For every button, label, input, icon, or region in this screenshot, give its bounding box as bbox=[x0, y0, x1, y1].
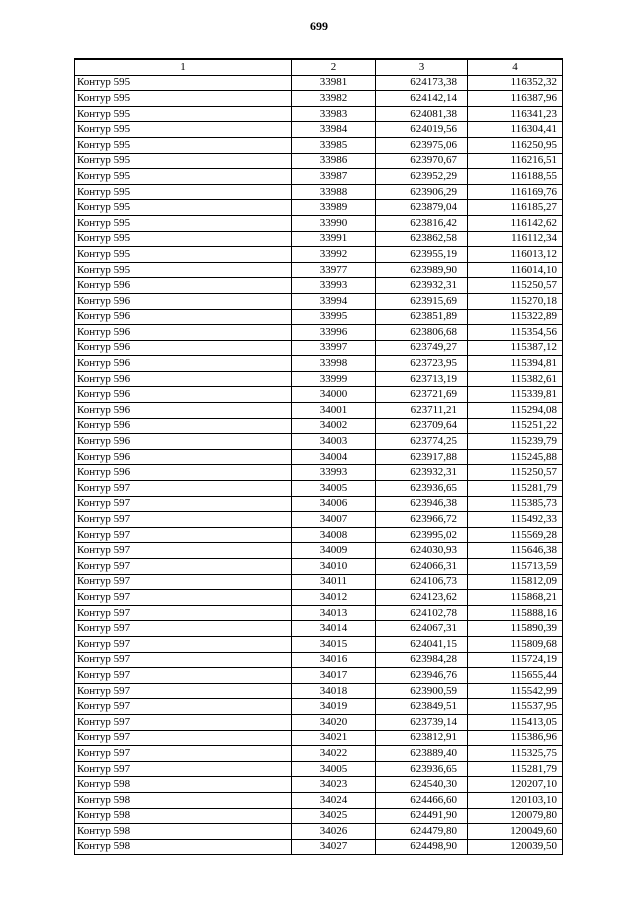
table-row bbox=[75, 231, 563, 247]
table-row bbox=[75, 465, 563, 481]
point-number-cell: 34020 bbox=[292, 714, 376, 730]
x-coordinate-cell: 623889,40 bbox=[376, 746, 468, 762]
table-row bbox=[75, 153, 563, 169]
table-row bbox=[75, 293, 563, 309]
y-coordinate-cell: 120103,10 bbox=[468, 792, 563, 808]
x-coordinate-cell: 623946,38 bbox=[376, 496, 468, 512]
point-number-cell: 33986 bbox=[292, 153, 376, 169]
contour-name-cell: Контур 596 bbox=[75, 293, 292, 309]
contour-name-cell: Контур 595 bbox=[75, 200, 292, 216]
y-coordinate-cell: 115325,75 bbox=[468, 746, 563, 762]
x-coordinate-cell: 623932,31 bbox=[376, 465, 468, 481]
table-row bbox=[75, 278, 563, 294]
contour-name-cell: Контур 597 bbox=[75, 527, 292, 543]
table-row bbox=[75, 590, 563, 606]
y-coordinate-cell: 115270,18 bbox=[468, 293, 563, 309]
y-coordinate-cell: 116013,12 bbox=[468, 247, 563, 263]
contour-name-cell: Контур 596 bbox=[75, 434, 292, 450]
contour-name-cell: Контур 598 bbox=[75, 808, 292, 824]
x-coordinate-cell: 624019,56 bbox=[376, 122, 468, 138]
table-row bbox=[75, 215, 563, 231]
y-coordinate-cell: 116188,55 bbox=[468, 169, 563, 185]
contour-name-cell: Контур 595 bbox=[75, 122, 292, 138]
contour-name-cell: Контур 596 bbox=[75, 278, 292, 294]
table-row bbox=[75, 325, 563, 341]
y-coordinate-cell: 115239,79 bbox=[468, 434, 563, 450]
table-row bbox=[75, 699, 563, 715]
y-coordinate-cell: 115251,22 bbox=[468, 418, 563, 434]
point-number-cell: 34001 bbox=[292, 403, 376, 419]
contour-name-cell: Контур 595 bbox=[75, 262, 292, 278]
x-coordinate-cell: 623995,02 bbox=[376, 527, 468, 543]
y-coordinate-cell: 120039,50 bbox=[468, 839, 563, 855]
table-row bbox=[75, 418, 563, 434]
x-coordinate-cell: 623970,67 bbox=[376, 153, 468, 169]
contour-name-cell: Контур 597 bbox=[75, 621, 292, 637]
contour-name-cell: Контур 597 bbox=[75, 636, 292, 652]
contour-name-cell: Контур 597 bbox=[75, 746, 292, 762]
table-row bbox=[75, 714, 563, 730]
point-number-cell: 33998 bbox=[292, 356, 376, 372]
y-coordinate-cell: 115655,44 bbox=[468, 668, 563, 684]
point-number-cell: 34017 bbox=[292, 668, 376, 684]
point-number-cell: 34006 bbox=[292, 496, 376, 512]
contour-name-cell: Контур 596 bbox=[75, 340, 292, 356]
point-number-cell: 34008 bbox=[292, 527, 376, 543]
table-row bbox=[75, 527, 563, 543]
y-coordinate-cell: 116142,62 bbox=[468, 215, 563, 231]
x-coordinate-cell: 624041,15 bbox=[376, 636, 468, 652]
point-number-cell: 34013 bbox=[292, 605, 376, 621]
y-coordinate-cell: 115250,57 bbox=[468, 465, 563, 481]
contour-name-cell: Контур 597 bbox=[75, 699, 292, 715]
table-row bbox=[75, 449, 563, 465]
point-number-cell: 33999 bbox=[292, 371, 376, 387]
x-coordinate-cell: 623966,72 bbox=[376, 512, 468, 528]
point-number-cell: 34022 bbox=[292, 746, 376, 762]
table-row bbox=[75, 481, 563, 497]
y-coordinate-cell: 115245,88 bbox=[468, 449, 563, 465]
x-coordinate-cell: 624066,31 bbox=[376, 559, 468, 575]
contour-name-cell: Контур 597 bbox=[75, 761, 292, 777]
x-coordinate-cell: 624030,93 bbox=[376, 543, 468, 559]
y-coordinate-cell: 115888,16 bbox=[468, 605, 563, 621]
contour-name-cell: Контур 597 bbox=[75, 574, 292, 590]
table-body bbox=[75, 75, 563, 855]
y-coordinate-cell: 115890,39 bbox=[468, 621, 563, 637]
point-number-cell: 33984 bbox=[292, 122, 376, 138]
point-number-cell: 34023 bbox=[292, 777, 376, 793]
point-number-cell: 34011 bbox=[292, 574, 376, 590]
table-row bbox=[75, 512, 563, 528]
column-header: 4 bbox=[468, 59, 563, 75]
contour-name-cell: Контур 598 bbox=[75, 777, 292, 793]
point-number-cell: 34024 bbox=[292, 792, 376, 808]
contour-name-cell: Контур 597 bbox=[75, 683, 292, 699]
point-number-cell: 34015 bbox=[292, 636, 376, 652]
table-header-row bbox=[75, 59, 563, 75]
table-row bbox=[75, 403, 563, 419]
point-number-cell: 34010 bbox=[292, 559, 376, 575]
y-coordinate-cell: 116387,96 bbox=[468, 91, 563, 107]
y-coordinate-cell: 115386,96 bbox=[468, 730, 563, 746]
point-number-cell: 33981 bbox=[292, 75, 376, 91]
contour-name-cell: Контур 595 bbox=[75, 169, 292, 185]
point-number-cell: 34009 bbox=[292, 543, 376, 559]
x-coordinate-cell: 623739,14 bbox=[376, 714, 468, 730]
table-row bbox=[75, 434, 563, 450]
point-number-cell: 33982 bbox=[292, 91, 376, 107]
y-coordinate-cell: 115713,59 bbox=[468, 559, 563, 575]
point-number-cell: 34003 bbox=[292, 434, 376, 450]
table-row bbox=[75, 91, 563, 107]
y-coordinate-cell: 115281,79 bbox=[468, 481, 563, 497]
point-number-cell: 33987 bbox=[292, 169, 376, 185]
y-coordinate-cell: 115385,73 bbox=[468, 496, 563, 512]
x-coordinate-cell: 623749,27 bbox=[376, 340, 468, 356]
table-row bbox=[75, 652, 563, 668]
table-row bbox=[75, 543, 563, 559]
contour-name-cell: Контур 596 bbox=[75, 356, 292, 372]
table-row bbox=[75, 122, 563, 138]
x-coordinate-cell: 624106,73 bbox=[376, 574, 468, 590]
column-header: 3 bbox=[376, 59, 468, 75]
table-row bbox=[75, 387, 563, 403]
table-row bbox=[75, 839, 563, 855]
contour-name-cell: Контур 596 bbox=[75, 309, 292, 325]
point-number-cell: 33993 bbox=[292, 278, 376, 294]
y-coordinate-cell: 120079,80 bbox=[468, 808, 563, 824]
point-number-cell: 33996 bbox=[292, 325, 376, 341]
x-coordinate-cell: 623989,90 bbox=[376, 262, 468, 278]
x-coordinate-cell: 623713,19 bbox=[376, 371, 468, 387]
y-coordinate-cell: 116304,41 bbox=[468, 122, 563, 138]
x-coordinate-cell: 624067,31 bbox=[376, 621, 468, 637]
x-coordinate-cell: 623900,59 bbox=[376, 683, 468, 699]
contour-name-cell: Контур 595 bbox=[75, 247, 292, 263]
x-coordinate-cell: 623806,68 bbox=[376, 325, 468, 341]
column-header: 1 bbox=[75, 59, 292, 75]
contour-name-cell: Контур 595 bbox=[75, 215, 292, 231]
x-coordinate-cell: 623879,04 bbox=[376, 200, 468, 216]
y-coordinate-cell: 115339,81 bbox=[468, 387, 563, 403]
contour-name-cell: Контур 595 bbox=[75, 184, 292, 200]
point-number-cell: 33993 bbox=[292, 465, 376, 481]
point-number-cell: 34019 bbox=[292, 699, 376, 715]
contour-name-cell: Контур 595 bbox=[75, 153, 292, 169]
point-number-cell: 33990 bbox=[292, 215, 376, 231]
x-coordinate-cell: 623917,88 bbox=[376, 449, 468, 465]
contour-name-cell: Контур 595 bbox=[75, 106, 292, 122]
contour-name-cell: Контур 596 bbox=[75, 387, 292, 403]
contour-name-cell: Контур 597 bbox=[75, 605, 292, 621]
table-row bbox=[75, 761, 563, 777]
contour-name-cell: Контур 597 bbox=[75, 559, 292, 575]
table-row bbox=[75, 636, 563, 652]
y-coordinate-cell: 115250,57 bbox=[468, 278, 563, 294]
contour-name-cell: Контур 596 bbox=[75, 465, 292, 481]
y-coordinate-cell: 115387,12 bbox=[468, 340, 563, 356]
x-coordinate-cell: 623952,29 bbox=[376, 169, 468, 185]
x-coordinate-cell: 623851,89 bbox=[376, 309, 468, 325]
point-number-cell: 33992 bbox=[292, 247, 376, 263]
x-coordinate-cell: 624491,90 bbox=[376, 808, 468, 824]
x-coordinate-cell: 624498,90 bbox=[376, 839, 468, 855]
table-row bbox=[75, 247, 563, 263]
y-coordinate-cell: 116014,10 bbox=[468, 262, 563, 278]
x-coordinate-cell: 623946,76 bbox=[376, 668, 468, 684]
contour-name-cell: Контур 597 bbox=[75, 512, 292, 528]
point-number-cell: 34021 bbox=[292, 730, 376, 746]
table-row bbox=[75, 621, 563, 637]
contour-name-cell: Контур 597 bbox=[75, 590, 292, 606]
x-coordinate-cell: 623862,58 bbox=[376, 231, 468, 247]
x-coordinate-cell: 623721,69 bbox=[376, 387, 468, 403]
point-number-cell: 33989 bbox=[292, 200, 376, 216]
contour-name-cell: Контур 596 bbox=[75, 449, 292, 465]
x-coordinate-cell: 623984,28 bbox=[376, 652, 468, 668]
point-number-cell: 34025 bbox=[292, 808, 376, 824]
contour-name-cell: Контур 597 bbox=[75, 481, 292, 497]
column-header: 2 bbox=[292, 59, 376, 75]
y-coordinate-cell: 115394,81 bbox=[468, 356, 563, 372]
x-coordinate-cell: 623975,06 bbox=[376, 137, 468, 153]
point-number-cell: 34004 bbox=[292, 449, 376, 465]
point-number-cell: 33988 bbox=[292, 184, 376, 200]
contour-name-cell: Контур 596 bbox=[75, 371, 292, 387]
contour-name-cell: Контур 598 bbox=[75, 792, 292, 808]
y-coordinate-cell: 115354,56 bbox=[468, 325, 563, 341]
table-row bbox=[75, 777, 563, 793]
point-number-cell: 34018 bbox=[292, 683, 376, 699]
table-row bbox=[75, 356, 563, 372]
contour-name-cell: Контур 597 bbox=[75, 714, 292, 730]
y-coordinate-cell: 115537,95 bbox=[468, 699, 563, 715]
y-coordinate-cell: 115868,21 bbox=[468, 590, 563, 606]
x-coordinate-cell: 623723,95 bbox=[376, 356, 468, 372]
table-row bbox=[75, 309, 563, 325]
contour-name-cell: Контур 598 bbox=[75, 839, 292, 855]
y-coordinate-cell: 116169,76 bbox=[468, 184, 563, 200]
point-number-cell: 33983 bbox=[292, 106, 376, 122]
x-coordinate-cell: 624466,60 bbox=[376, 792, 468, 808]
point-number-cell: 33997 bbox=[292, 340, 376, 356]
y-coordinate-cell: 120207,10 bbox=[468, 777, 563, 793]
table-row bbox=[75, 668, 563, 684]
y-coordinate-cell: 115492,33 bbox=[468, 512, 563, 528]
y-coordinate-cell: 116341,23 bbox=[468, 106, 563, 122]
x-coordinate-cell: 624540,30 bbox=[376, 777, 468, 793]
point-number-cell: 34014 bbox=[292, 621, 376, 637]
x-coordinate-cell: 623812,91 bbox=[376, 730, 468, 746]
table-row bbox=[75, 496, 563, 512]
contour-name-cell: Контур 595 bbox=[75, 75, 292, 91]
point-number-cell: 34007 bbox=[292, 512, 376, 528]
contour-name-cell: Контур 597 bbox=[75, 668, 292, 684]
point-number-cell: 34005 bbox=[292, 761, 376, 777]
table-row bbox=[75, 262, 563, 278]
table-row bbox=[75, 683, 563, 699]
x-coordinate-cell: 623709,64 bbox=[376, 418, 468, 434]
table-row bbox=[75, 605, 563, 621]
x-coordinate-cell: 624173,38 bbox=[376, 75, 468, 91]
table-row bbox=[75, 106, 563, 122]
contour-name-cell: Контур 597 bbox=[75, 496, 292, 512]
contour-name-cell: Контур 598 bbox=[75, 824, 292, 840]
table-row bbox=[75, 746, 563, 762]
y-coordinate-cell: 115294,08 bbox=[468, 403, 563, 419]
contour-name-cell: Контур 597 bbox=[75, 730, 292, 746]
contour-name-cell: Контур 597 bbox=[75, 543, 292, 559]
y-coordinate-cell: 115812,09 bbox=[468, 574, 563, 590]
point-number-cell: 34012 bbox=[292, 590, 376, 606]
x-coordinate-cell: 624081,38 bbox=[376, 106, 468, 122]
y-coordinate-cell: 116112,34 bbox=[468, 231, 563, 247]
y-coordinate-cell: 115646,38 bbox=[468, 543, 563, 559]
y-coordinate-cell: 115281,79 bbox=[468, 761, 563, 777]
table-row bbox=[75, 559, 563, 575]
y-coordinate-cell: 115809,68 bbox=[468, 636, 563, 652]
x-coordinate-cell: 623774,25 bbox=[376, 434, 468, 450]
contour-name-cell: Контур 595 bbox=[75, 231, 292, 247]
y-coordinate-cell: 116216,51 bbox=[468, 153, 563, 169]
y-coordinate-cell: 115569,28 bbox=[468, 527, 563, 543]
contour-name-cell: Контур 595 bbox=[75, 91, 292, 107]
contour-name-cell: Контур 595 bbox=[75, 137, 292, 153]
y-coordinate-cell: 115382,61 bbox=[468, 371, 563, 387]
point-number-cell: 34005 bbox=[292, 481, 376, 497]
x-coordinate-cell: 623816,42 bbox=[376, 215, 468, 231]
table-row bbox=[75, 184, 563, 200]
table-row bbox=[75, 808, 563, 824]
point-number-cell: 34016 bbox=[292, 652, 376, 668]
x-coordinate-cell: 624142,14 bbox=[376, 91, 468, 107]
x-coordinate-cell: 623932,31 bbox=[376, 278, 468, 294]
x-coordinate-cell: 623849,51 bbox=[376, 699, 468, 715]
table-row bbox=[75, 75, 563, 91]
point-number-cell: 33985 bbox=[292, 137, 376, 153]
x-coordinate-cell: 624123,62 bbox=[376, 590, 468, 606]
y-coordinate-cell: 115724,19 bbox=[468, 652, 563, 668]
table-row bbox=[75, 824, 563, 840]
point-number-cell: 34026 bbox=[292, 824, 376, 840]
x-coordinate-cell: 624479,80 bbox=[376, 824, 468, 840]
point-number-cell: 34000 bbox=[292, 387, 376, 403]
table-row bbox=[75, 340, 563, 356]
table-row bbox=[75, 730, 563, 746]
page-number: 699 bbox=[310, 19, 328, 33]
x-coordinate-cell: 624102,78 bbox=[376, 605, 468, 621]
table-row bbox=[75, 200, 563, 216]
contour-name-cell: Контур 596 bbox=[75, 403, 292, 419]
table-row bbox=[75, 137, 563, 153]
y-coordinate-cell: 120049,60 bbox=[468, 824, 563, 840]
coordinates-table bbox=[74, 58, 563, 855]
contour-name-cell: Контур 597 bbox=[75, 652, 292, 668]
contour-name-cell: Контур 596 bbox=[75, 325, 292, 341]
point-number-cell: 33995 bbox=[292, 309, 376, 325]
point-number-cell: 34002 bbox=[292, 418, 376, 434]
y-coordinate-cell: 115413,05 bbox=[468, 714, 563, 730]
y-coordinate-cell: 116352,32 bbox=[468, 75, 563, 91]
x-coordinate-cell: 623906,29 bbox=[376, 184, 468, 200]
table-row bbox=[75, 574, 563, 590]
point-number-cell: 33977 bbox=[292, 262, 376, 278]
x-coordinate-cell: 623936,65 bbox=[376, 761, 468, 777]
table-row bbox=[75, 371, 563, 387]
point-number-cell: 34027 bbox=[292, 839, 376, 855]
y-coordinate-cell: 116185,27 bbox=[468, 200, 563, 216]
table-row bbox=[75, 169, 563, 185]
x-coordinate-cell: 623936,65 bbox=[376, 481, 468, 497]
x-coordinate-cell: 623711,21 bbox=[376, 403, 468, 419]
x-coordinate-cell: 623955,19 bbox=[376, 247, 468, 263]
y-coordinate-cell: 115322,89 bbox=[468, 309, 563, 325]
point-number-cell: 33994 bbox=[292, 293, 376, 309]
contour-name-cell: Контур 596 bbox=[75, 418, 292, 434]
y-coordinate-cell: 116250,95 bbox=[468, 137, 563, 153]
y-coordinate-cell: 115542,99 bbox=[468, 683, 563, 699]
table-row bbox=[75, 792, 563, 808]
x-coordinate-cell: 623915,69 bbox=[376, 293, 468, 309]
point-number-cell: 33991 bbox=[292, 231, 376, 247]
